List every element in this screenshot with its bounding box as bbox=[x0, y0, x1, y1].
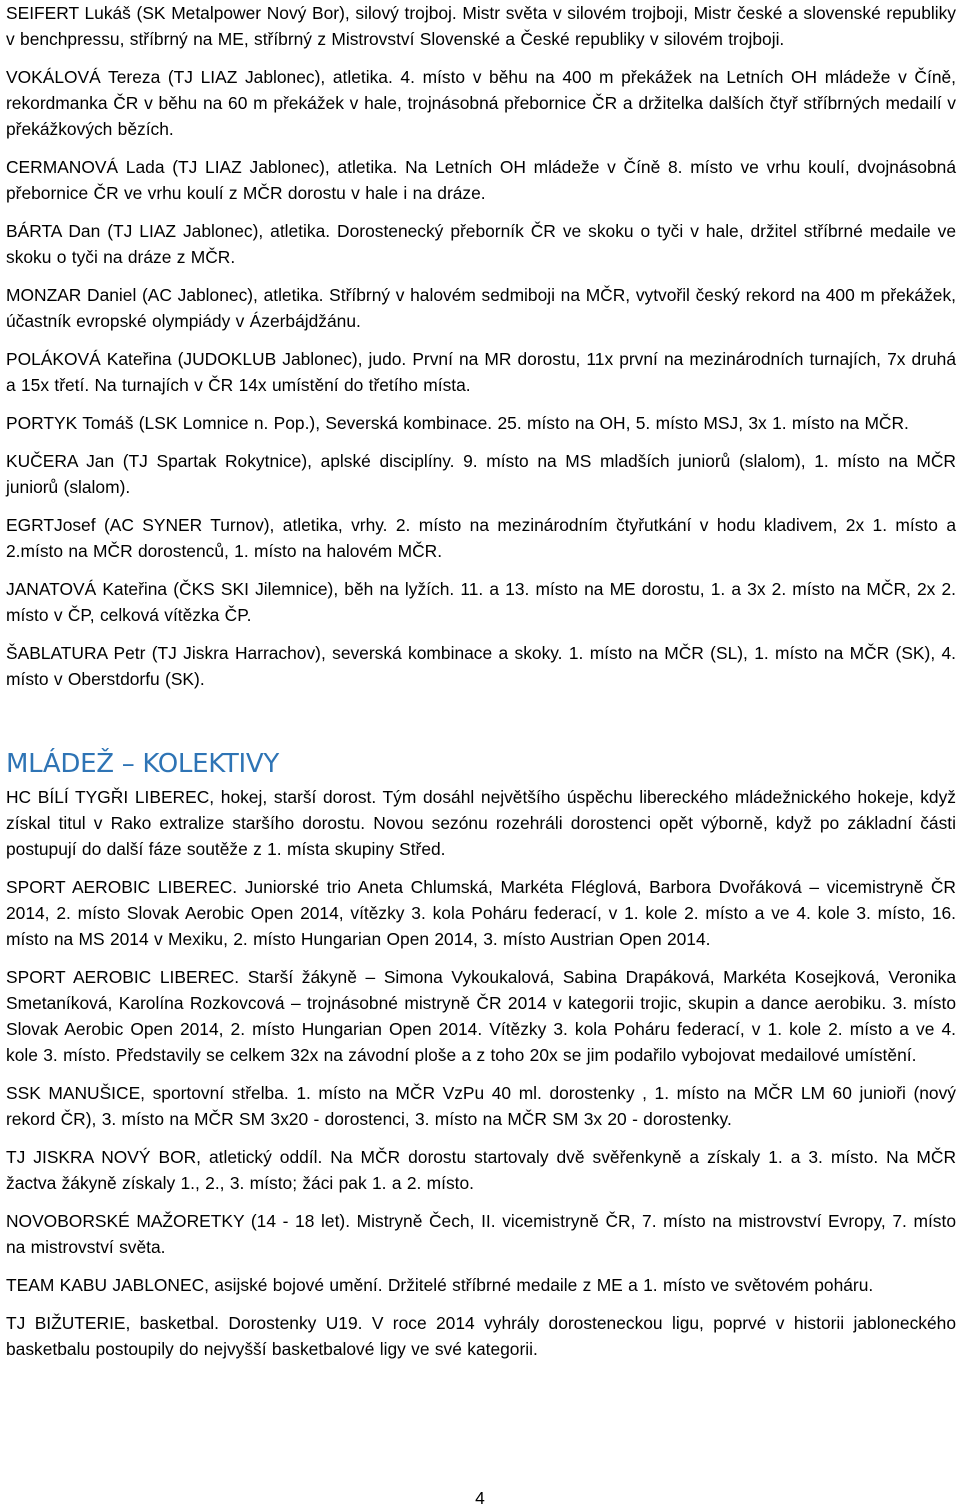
paragraph-tj-jiskra-novy-bor: TJ JISKRA NOVÝ BOR, atletický oddíl. Na MČR dorostu startovaly dvě svěřenkyně a získaly 1. a 3. místo. Na MČR žactva žákyně získaly 1., 2., 3. místo; žáci pak 1. a 2. místo. bbox=[6, 1147, 956, 1193]
paragraph-seifert: SEIFERT Lukáš (SK Metalpower Nový Bor), silový trojboj. Mistr světa v silovém trojboji, Mistr české a slovenské republiky v benchpressu, stříbrný na ME, stříbrný z Mistrovství Slovenské a České republiky v silovém trojboji. bbox=[6, 3, 956, 49]
paragraph-cermanova: CERMANOVÁ Lada (TJ LIAZ Jablonec), atletika. Na Letních OH mládeže v Číně 8. místo ve vrhu koulí, dvojnásobná přebornice ČR ve vrhu koulí z MČR dorostu v hale i na dráze. bbox=[6, 157, 956, 203]
paragraph-barta: BÁRTA Dan (TJ LIAZ Jablonec), atletika. Dorostenecký přeborník ČR ve skoku o tyči v hale, držitel stříbrné medaile ve skoku o tyči na dráze z MČR. bbox=[6, 221, 956, 267]
paragraph-hc-bili-tygri: HC BÍLÍ TYGŘI LIBEREC, hokej, starší dorost. Tým dosáhl největšího úspěchu libereckého mládežnického hokeje, když získal titul v Rako extralize staršího dorostu. Novou sezónu rozehráli dorostenci opět výborně, když po základní části postupují do další fáze soutěže z 1. místa skupiny Střed. bbox=[6, 787, 956, 859]
paragraph-monzar: MONZAR Daniel (AC Jablonec), atletika. Stříbrný v halovém sedmiboji na MČR, vytvořil český rekord na 400 m překážek, účastník evropské olympiády v Ázerbájdžánu. bbox=[6, 285, 956, 331]
paragraph-kucera: KUČERA Jan (TJ Spartak Rokytnice), aplské disciplíny. 9. místo na MS mladších juniorů (slalom), 1. místo na MČR juniorů (slalom). bbox=[6, 451, 956, 497]
paragraph-sablatura: ŠABLATURA Petr (TJ Jiskra Harrachov), severská kombinace a skoky. 1. místo na MČR (SL), 1. místo na MČR (SK), 4. místo v Oberstdorfu (SK). bbox=[6, 643, 956, 689]
paragraph-ssk-manusice: SSK MANUŠICE, sportovní střelba. 1. místo na MČR VzPu 40 ml. dorostenky , 1. místo na MČR LM 60 junioři (nový rekord ČR), 3. místo na MČR SM 3x20 - dorostenci, 3. místo na MČR SM 3x 20 - dorostenky. bbox=[6, 1083, 956, 1129]
individuals-section bbox=[6, 0, 956, 692]
page-number: 4 bbox=[475, 1488, 485, 1508]
paragraph-tj-bizuterie: TJ BIŽUTERIE, basketbal. Dorostenky U19. V roce 2014 vyhrály dorosteneckou ligu, poprvé v historii jabloneckého basketbalu postoupily do nejvyšší basketbalové ligy ve své kategorii. bbox=[6, 1313, 956, 1359]
document-page bbox=[6, 0, 956, 1374]
paragraph-novoborske-mazoretky: NOVOBORSKÉ MAŽORETKY (14 - 18 let). Mistryně Čech, II. vicemistryně ČR, 7. místo na mistrovství Evropy, 7. místo na mistrovství světa. bbox=[6, 1211, 956, 1257]
teams-section bbox=[6, 784, 956, 1362]
paragraph-sport-aerobic-seniors: SPORT AEROBIC LIBEREC. Starší žákyně – Simona Vykoukalová, Sabina Drapáková, Markéta Kosejková, Veronika Smetaníková, Karolína Rozkovcová – trojnásobné mistryně ČR 2014 v kategorii trojic, skupin a dance aerobiku. 3. místo Slovak Aerobic Open 2014, 2. místo Hungarian Open 2014. Vítězky 3. kola Poháru federací, v 1. kole 2. místo a ve 4. kole 3. místo. Představily se celkem 32x na závodní ploše a z toho 20x se jim podařilo vybojovat medailové umístění. bbox=[6, 967, 956, 1065]
paragraph-portyk: PORTYK Tomáš (LSK Lomnice n. Pop.), Severská kombinace. 25. místo na OH, 5. místo MSJ, 3x 1. místo na MČR. bbox=[6, 413, 909, 433]
paragraph-sport-aerobic-juniors: SPORT AEROBIC LIBEREC. Juniorské trio Aneta Chlumská, Markéta Fléglová, Barbora Dvořáková – vicemistryně ČR 2014, 2. místo Slovak Aerobic Open 2014, vítězky 3. kola Poháru federací, v 1. kole 2. místo a ve 4. kole 3. místo, 16. místo na MS 2014 v Mexiku, 2. místo Hungarian Open 2014, 3. místo Austrian Open 2014. bbox=[6, 877, 956, 949]
paragraph-team-kabu: TEAM KABU JABLONEC, asijské bojové umění. Držitelé stříbrné medaile z ME a 1. místo ve světovém poháru. bbox=[6, 1275, 874, 1295]
paragraph-janatova: JANATOVÁ Kateřina (ČKS SKI Jilemnice), běh na lyžích. 11. a 13. místo na ME dorostu, 1. a 3x 2. místo na MČR, 2x 2. místo v ČP, celková vítězka ČP. bbox=[6, 579, 956, 625]
paragraph-polakova: POLÁKOVÁ Kateřina (JUDOKLUB Jablonec), judo. První na MR dorostu, 11x první na mezinárodních turnajích, 7x druhá a 15x třetí. Na turnajích v ČR 14x umístění do třetího místa. bbox=[6, 349, 956, 395]
paragraph-vokalova: VOKÁLOVÁ Tereza (TJ LIAZ Jablonec), atletika. 4. místo v běhu na 400 m překážek na Letních OH mládeže v Číně, rekordmanka ČR v běhu na 60 m překážek v hale, trojnásobná přebornice ČR a držitelka dalších čtyř stříbrných medailí v překážkových bězích. bbox=[6, 67, 956, 139]
section-heading-teams: MLÁDEŽ – KOLEKTIVY bbox=[6, 749, 279, 779]
paragraph-egrt: EGRTJosef (AC SYNER Turnov), atletika, vrhy. 2. místo na mezinárodním čtyřutkání v hodu kladivem, 2x 1. místo a 2.místo na MČR dorostenců, 1. místo na halovém MČR. bbox=[6, 515, 956, 561]
